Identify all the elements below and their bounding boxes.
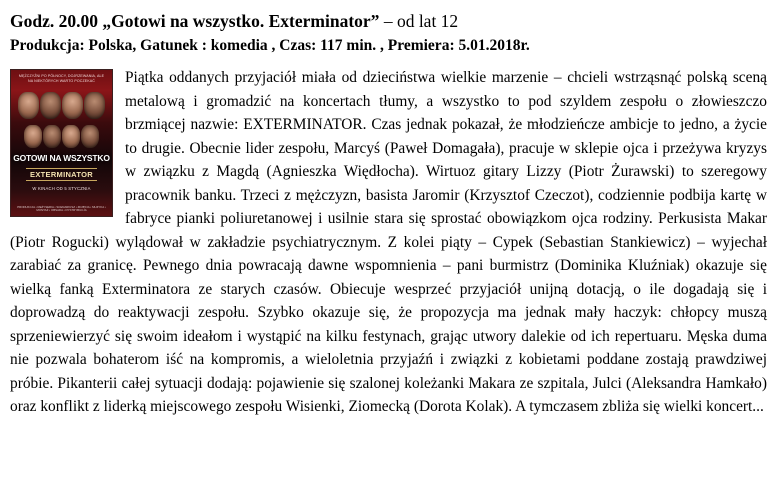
poster-face (24, 125, 42, 148)
poster-release-date: W KINACH OD 5 STYCZNIA (32, 186, 91, 191)
poster-tagline: MĘŻCZYŹNI PO PÓŁNOCY, DOJRZEWANIA, ALE NA NIEKTÓRYCH WARTO POCZEKAĆ (18, 74, 105, 83)
poster-face (62, 125, 80, 148)
poster-title-main: GOTOWI NA WSZYSTKO (13, 153, 110, 163)
poster-face (43, 125, 61, 148)
movie-description-text: Piątka oddanych przyjaciół miała od dzieciństwa wielkie marzenie – chcieli wstrząsnąć polską sceną metalową i gromadzić na koncertach tłumy, a wszystko to pod szyldem zespołu o złowieszczo brzmiącej nazwie: EXTERMINATOR. Czas jednak pokazał, że młodzieńcze ambicje to jedno, a życie to drugie. Obecnie lider zespołu, Marcyś (Paweł Domagała), pracuje w sklepie ojca i przeżywa kryzys w związku z Magdą (Agnieszka Więdłocha). Wirtuoz gitary Lizzy (Piotr Żurawski) to szeregowy pracownik banku. Trzeci z mężczyzn, basista Jaromir (Krzysztof Czeczot), codziennie podbija kartę w fabryce pianki poliuretanowej i usilnie stara się sprostać obowiązkom ojca rodziny. Perkusista Makar (Piotr Rogucki) wylądował w zakładzie psychiatrycznym. Z kolei piąty – Cypek (Sebastian Stankiewicz) – wyjechał zarabiać za granicę. Pewnego dnia powracają dawne wspomnienia – pani burmistrz (Dominika Kluźniak) okazuje się wielką fanką Exterminatora ze starych czasów. Obiecuje wesprzeć przyjaciół unijną dotacją, o ile dogadają się i doprowadzą do reaktywacji zespołu. Szybko okazuje się, że propozycja ma jednak mały haczyk: chłopcy muszą sprzeniewierzyć się swoim ideałom i wystąpić na kilku festynach, grając utwory dalekie od ich repertuaru. Męska duma nie pozwala bohaterom iść na kompromis, a wieloletnia przyjaźń i związki z kobietami poddane zostają prawdziwej próbie. Pikanterii całej sytuacji dodają: pojawienie się szalonej koleżanki Makara ze szpitala, Julci (Aleksandra Hamkało) oraz konflikt z liderką miejscowego zespołu Wisienki, Ziomecką (Dorota Kolak). A tymczasem zbliża się wielki koncert... (10, 69, 767, 415)
poster-title-block (11, 154, 112, 182)
poster-face (18, 92, 39, 119)
poster-face (84, 92, 105, 119)
description-content (10, 66, 767, 419)
poster-cast-photos (11, 86, 112, 148)
movie-poster (10, 69, 113, 217)
age-rating: – od lat 12 (383, 11, 459, 31)
poster-face (62, 92, 83, 119)
screening-time: Godz. 20.00 (10, 11, 98, 31)
poster-face (40, 92, 61, 119)
movie-details-line: Produkcja: Polska, Gatunek : komedia , Czas: 117 min. , Premiera: 5.01.2018r. (10, 37, 530, 54)
poster-face (81, 125, 99, 148)
poster-title-sub: EXTERMINATOR (26, 168, 97, 181)
movie-title: „Gotowi na wszystko. Exterminator” (102, 11, 380, 31)
movie-header-line (10, 10, 767, 32)
poster-credits: PRODUKCJA • REŻYSERIA • SCENARIUSZ • ZDJĘCIA • MUZYKA • MONTAŻ • OBSADA • DYSTRYBUCJA (17, 204, 106, 213)
